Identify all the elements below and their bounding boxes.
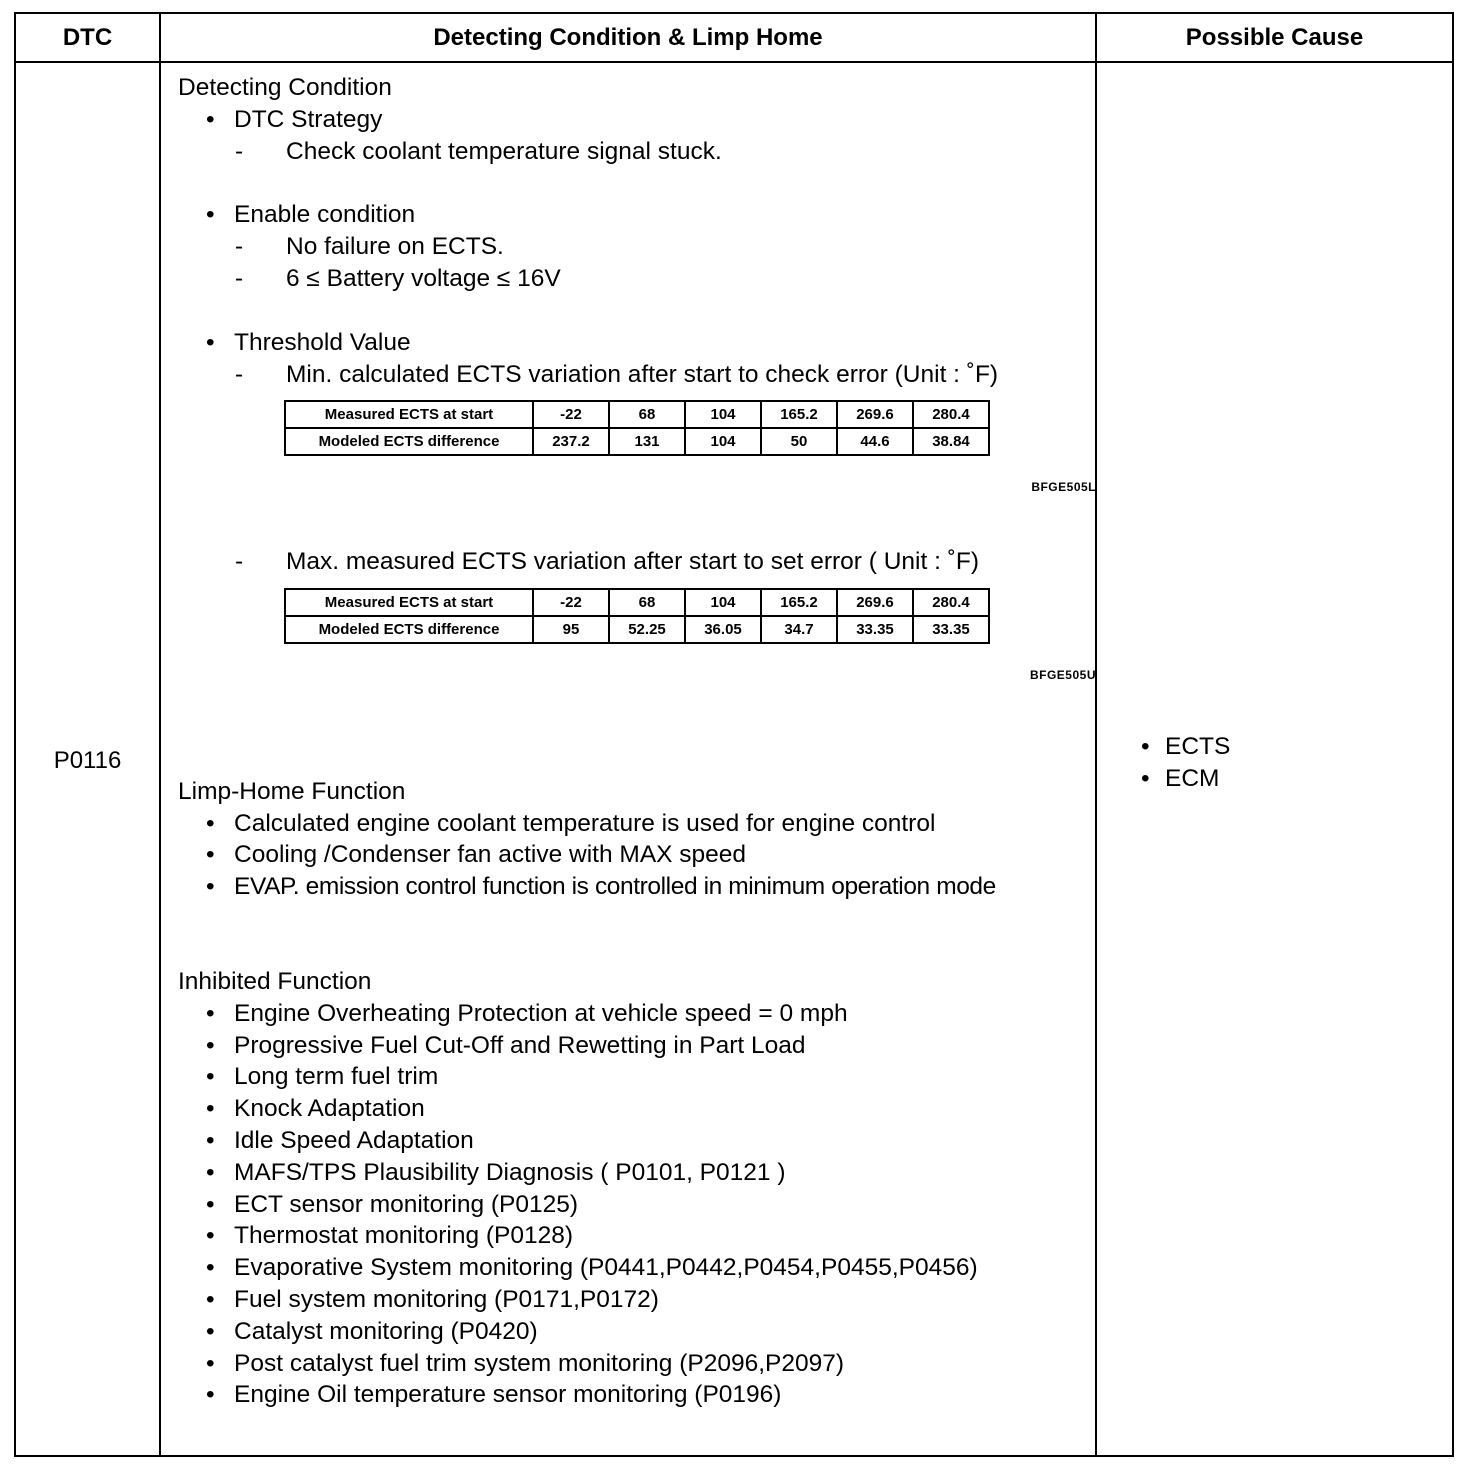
table-cell: 269.6 [837,589,913,616]
min-variation-table [284,400,990,456]
header-dtc: DTC [62,24,113,51]
table-cell: 44.6 [837,428,913,455]
figure-code: BFGE505L [1031,480,1096,495]
column-divider [159,14,161,1455]
inhibited-title: Inhibited Function [178,967,372,995]
list-item: • Post catalyst fuel trim system monitoring (P2096,P2097) [178,1348,1108,1380]
table-cell: 95 [533,616,609,643]
table-cell: 131 [609,428,685,455]
list-item: • Progressive Fuel Cut-Off and Rewetting in Part Load [178,1030,1108,1062]
header-condition: Detecting Condition & Limp Home [433,24,823,51]
table-row [285,428,989,455]
cause-item: • ECTS [1111,731,1451,763]
list-item: • EVAP. emission control function is controlled in minimum operation mode [178,871,1108,903]
table-cell: 165.2 [761,401,837,428]
list-item: • Thermostat monitoring (P0128) [178,1220,1108,1252]
strategy-label: • DTC Strategy [178,104,1108,136]
list-item: • Evaporative System monitoring (P0441,P0442,P0454,P0455,P0456) [178,1252,1108,1284]
table-cell: 280.4 [913,401,989,428]
list-item: • Long term fuel trim [178,1061,1108,1093]
detecting-title: Detecting Condition [178,74,392,101]
enable-item: - 6 ≤ Battery voltage ≤ 16V [178,263,1108,295]
table-row [285,616,989,643]
table-row [285,589,989,616]
table-cell: 50 [761,428,837,455]
cause-item: • ECM [1111,763,1451,795]
strategy-item: - Check coolant temperature signal stuck. [178,136,1108,168]
row-label: Modeled ECTS difference [285,616,533,643]
table-cell: 269.6 [837,401,913,428]
table-cell: 104 [685,589,761,616]
limp-home-title: Limp-Home Function [178,777,406,805]
list-item: • Calculated engine coolant temperature is used for engine control [178,808,1108,840]
table-cell: 34.7 [761,616,837,643]
table-cell: 33.35 [913,616,989,643]
table-row [285,401,989,428]
condition-cell [178,72,1108,1411]
table-cell: 36.05 [685,616,761,643]
threshold-label: • Threshold Value [178,327,1108,359]
row-label: Modeled ECTS difference [285,428,533,455]
list-item: • Catalyst monitoring (P0420) [178,1316,1108,1348]
table-cell: 38.84 [913,428,989,455]
row-label: Measured ECTS at start [285,589,533,616]
dtc-code: P0116 [53,747,122,774]
table-cell: 104 [685,401,761,428]
enable-item: - No failure on ECTS. [178,231,1108,263]
header-divider [16,61,1452,63]
table-cell: 33.35 [837,616,913,643]
list-item: • Idle Speed Adaptation [178,1125,1108,1157]
row-label: Measured ECTS at start [285,401,533,428]
table-cell: 280.4 [913,589,989,616]
table-cell: 165.2 [761,589,837,616]
list-item: • Cooling /Condenser fan active with MAX speed [178,839,1108,871]
cause-cell [1111,731,1451,795]
max-variation-text: - Max. measured ECTS variation after start to set error ( Unit : ˚F) [178,546,1108,578]
header-cause: Possible Cause [1185,24,1364,51]
list-item: • Knock Adaptation [178,1093,1108,1125]
list-item: • Engine Oil temperature sensor monitoring (P0196) [178,1379,1108,1411]
table-cell: 68 [609,401,685,428]
table-cell: -22 [533,589,609,616]
max-variation-table [284,588,990,644]
list-item: • MAFS/TPS Plausibility Diagnosis ( P0101, P0121 ) [178,1157,1108,1189]
list-item: • ECT sensor monitoring (P0125) [178,1189,1108,1221]
table-cell: 237.2 [533,428,609,455]
list-item: • Engine Overheating Protection at vehicle speed = 0 mph [178,998,1108,1030]
table-cell: 104 [685,428,761,455]
list-item: • Fuel system monitoring (P0171,P0172) [178,1284,1108,1316]
min-variation-text: - Min. calculated ECTS variation after start to check error (Unit : ˚F) [178,359,1108,391]
dtc-table [14,12,1454,1457]
table-cell: 68 [609,589,685,616]
table-cell: 52.25 [609,616,685,643]
table-cell: -22 [533,401,609,428]
enable-label: • Enable condition [178,199,1108,231]
figure-code: BFGE505U [1029,667,1096,682]
